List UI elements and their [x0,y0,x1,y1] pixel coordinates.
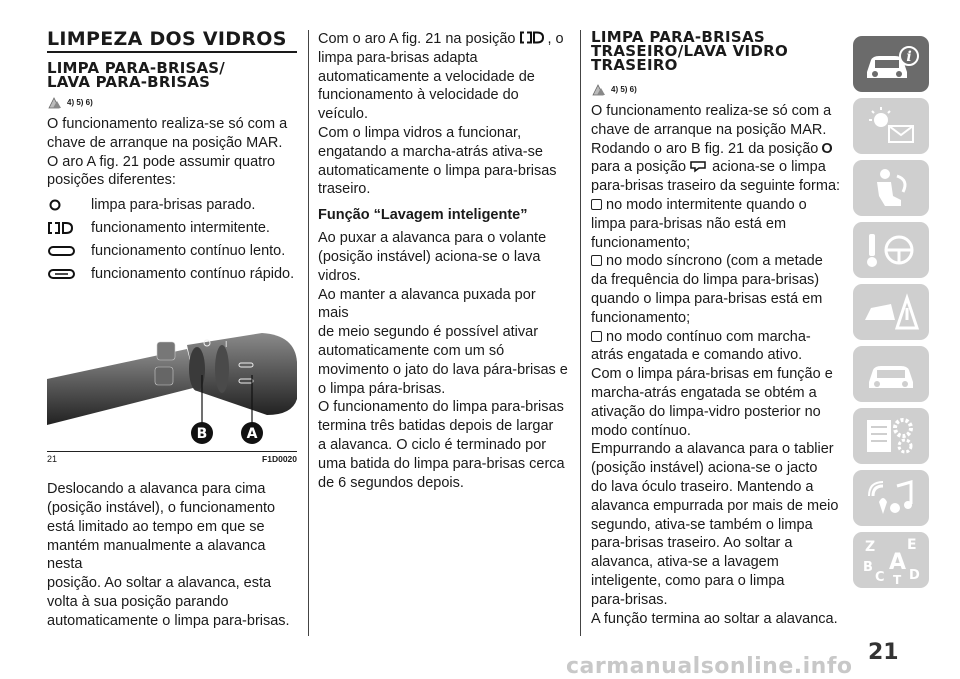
warning-refs-text: 4) 5) 6) [611,84,637,94]
tab-warning-crash[interactable] [853,284,929,340]
car-info-icon [861,44,921,84]
column-1 [47,30,297,631]
auto-wiper-icon [519,31,545,44]
body-line: a alavanca. O ciclo é terminado por [318,436,547,453]
warning-refs [47,95,297,109]
section-title-line: TRASEIRO/LAVA VIDRO [591,42,789,60]
wiper-stalk-illustration [47,307,297,447]
legend-item [47,193,297,216]
body-line: para-brisas traseiro da seguinte forma: [591,178,841,195]
body-line: termina três batidas depois de largar [318,418,554,435]
page-number: 21 [868,640,899,665]
bullet-line: no modo síncrono (com a metade [591,252,841,271]
subsection-title-line1: LIMPA PARA-BRISAS/ [47,59,225,77]
body-line: A função termina ao soltar a alavanca. [591,610,838,627]
tab-car[interactable] [853,346,929,402]
body-line: (posição instável) aciona-se o jacto [591,460,818,477]
body-line: atrás engatada e comando ativo. [591,347,803,364]
bullet-icon [591,255,602,266]
body-line: O funcionamento do limpa para-brisas [318,399,564,416]
legend-item [47,216,297,239]
tab-key-steering[interactable] [853,222,929,278]
body-line [591,158,841,177]
body-line [591,140,841,159]
body-line: vidros. [318,267,361,284]
index-letter: B [863,560,873,575]
music-nav-icon [861,476,921,520]
lights-mail-icon [861,104,921,148]
callout-a-label: A [246,426,258,443]
bullet-line: no modo contínuo com marcha- [591,328,841,347]
body-line-start: para a posição [591,159,687,176]
body-line: automaticamente o limpa para-brisas [318,162,557,179]
body-line: funcionamento à velocidade do veículo. [318,87,519,123]
figure-code: F1D0020 [262,454,297,465]
body-line: chave de arranque na posição MAR. [591,121,827,138]
off-circle-icon [47,198,77,212]
index-letter: Z [865,539,876,555]
body-line: O funcionamento realiza-se só com a [591,103,832,119]
section-title: LIMPEZA DOS VIDROS [47,30,297,53]
body-line [318,30,570,49]
body-line: para-brisas. [591,591,668,608]
body-line: quando o limpa para-brisas está em [591,290,823,307]
column-3 [591,30,841,628]
index-letter: C [875,570,885,585]
body-line: funcionamento; [591,309,691,326]
body-line: (posição instável), o funcionamento [47,499,276,516]
tab-index[interactable] [853,532,929,588]
body-line: automaticamente com um só [318,342,505,359]
body-line-end: , o [547,31,564,47]
body-line: de 6 segundos depois. [318,474,464,491]
body-line: da frequência do limpa para-brisas) [591,272,820,289]
legend-item [47,262,297,285]
body-line-start: Com o aro A fig. 21 na posição [318,31,516,47]
body-line: Deslocando a alavanca para cima [47,481,266,498]
svg-text:i: i [906,49,912,65]
body-line: o limpa pára-brisas. [318,380,446,397]
body-line: Empurrando a alavanca para o tablier [591,441,834,458]
body-line: automaticamente a velocidade de [318,68,535,85]
position-legend [47,193,297,285]
body-line: marcha-atrás engatada se obtém a [591,384,817,401]
legend-text: funcionamento intermitente. [91,219,270,236]
body-line: traseiro. [318,181,371,198]
warning-hand-icon [47,96,63,109]
function-heading: Função “Lavagem inteligente” [318,207,528,224]
body-line: alavanca empurrada por mais de meio [591,497,839,514]
warning-refs-text: 4) 5) 6) [67,97,93,107]
legend-text: funcionamento contínuo lento. [91,242,286,259]
figure-21 [47,307,297,447]
body-line: movimento o jato do lava pára-brisas e [318,361,568,378]
warning-crash-icon [861,290,921,334]
section-title-line: TRASEIRO [591,56,678,74]
intro-line: chave de arranque na posição MAR. [47,134,283,151]
body-line: inteligente, como para o limpa [591,572,785,589]
body-line: Com o limpa pára-brisas em função e [591,366,833,383]
tab-settings-list[interactable] [853,408,929,464]
legend-text: funcionamento contínuo rápido. [91,265,295,282]
intro-line: posições diferentes: [47,172,176,189]
callout-b-label: B [196,426,208,443]
body-line: (posição instável) aciona-se o lava [318,248,541,265]
index-letter: E [907,537,917,553]
chapter-tabs [853,36,929,594]
body-line: modo contínuo. [591,422,691,439]
body-line: Com o limpa vidros a funcionar, [318,124,522,141]
section-title-line: LIMPA PARA-BRISAS [591,28,766,46]
svg-text:I: I [225,340,228,350]
tab-seat-airbag[interactable] [853,160,929,216]
body-line: limpa para-brisas não está em [591,215,787,232]
intro-line: O funcionamento realiza-se só com a [47,116,288,132]
warning-refs [591,82,841,96]
body-line: posição. Ao soltar a alavanca, esta [47,575,272,592]
body-line: do lava óculo traseiro. Mantendo a [591,478,814,495]
index-letters-icon [859,535,923,585]
body-line: uma batida do limpa para-brisas cerca [318,455,565,472]
body-line: está limitado ao tempo em que se [47,518,265,535]
subsection-title-line2: LAVA PARA-BRISAS [47,73,211,91]
body-line: ativação do limpa-vidro posterior no [591,403,821,420]
figure-number: 21 [47,454,58,465]
seat-airbag-icon [861,166,921,210]
body-line: engatando a marcha-atrás ativa-se [318,143,543,160]
legend-text: limpa para-brisas parado. [91,196,256,213]
body-line: limpa para-brisas adapta [318,49,478,66]
tab-car-info[interactable] [853,36,929,92]
legend-item [47,239,297,262]
bullet-icon [591,199,602,210]
body-line: segundo, ativa-se também o limpa [591,516,813,533]
slow-icon [47,244,77,258]
body-line: alavanca, ativa-se a lavagem [591,554,779,571]
column-2 [318,30,570,492]
settings-list-icon [861,414,921,458]
tab-music-nav[interactable] [853,470,929,526]
column-divider [308,30,309,636]
index-letter: D [909,568,920,583]
figure-caption [47,451,297,464]
fast-icon [47,267,77,281]
off-position-symbol: O [821,140,833,157]
body-line: de meio segundo é possível ativar [318,324,539,341]
key-steering-icon [861,228,921,272]
tab-lights-mail[interactable] [853,98,929,154]
body-line: para-brisas traseiro. Ao soltar a [591,535,793,552]
body-line: volta à sua posição parando [47,593,229,610]
bullet-icon [591,331,602,342]
body-line: automaticamente o limpa para-brisas. [47,612,290,629]
body-line-start: Rodando o aro B fig. 21 da posição [591,140,819,157]
body-line: Ao manter a alavanca puxada por mais [318,286,536,322]
car-icon [861,352,921,396]
column-divider [580,30,581,636]
rear-washer-icon [689,159,709,173]
watermark: carmanualsonline.info [566,654,853,679]
index-letter: T [893,573,902,585]
body-line-end: aciona-se o limpa [712,159,826,176]
body-line: mantém manualmente a alavanca nesta [47,537,266,573]
body-line: Ao puxar a alavanca para o volante [318,230,547,247]
body-line: funcionamento; [591,234,691,251]
bullet-line: no modo intermitente quando o [591,196,841,215]
warning-hand-icon [591,83,607,96]
intro-line: O aro A fig. 21 pode assumir quatro [47,153,276,170]
intermittent-icon [47,221,77,235]
index-letter: A [889,550,907,575]
